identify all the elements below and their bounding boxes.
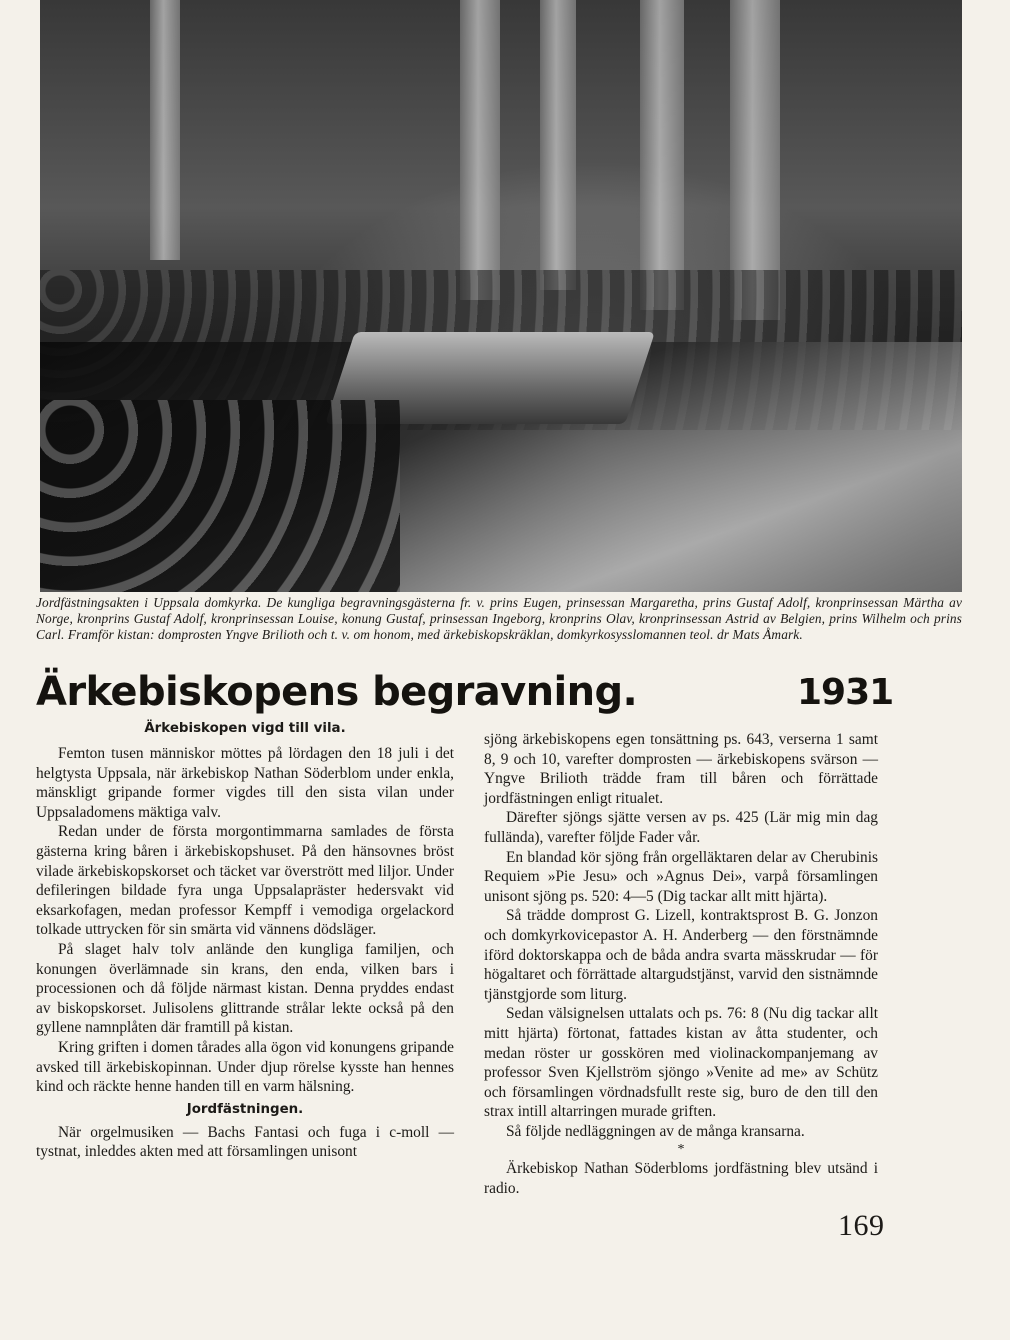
- asterisk-separator: *: [677, 1142, 685, 1158]
- right-column: [484, 730, 878, 1199]
- cathedral-pillar: [150, 0, 180, 260]
- paragraph: Så följde nedläggningen av de många kransarna.: [506, 1122, 805, 1140]
- paragraph: Sedan välsignelsen uttalats och ps. 76: 8 (Nu dig tackar allt mitt hjärta) förtonat, fattades kistan av åtta studenter, och medan röster ur gosskören med violinackompanjemang av professor Sven Kjellström sjöngo »Venite ad me» av Schütz och församlingen vördnadsfullt reste sig, buro de den till den strax intill altarringen murade griften.: [484, 1005, 878, 1121]
- funeral-photo: [40, 0, 962, 592]
- article-year: 1931: [797, 672, 894, 713]
- photo-caption: Jordfästningsakten i Uppsala domkyrka. De kungliga begravningsgästerna fr. v. prins Eugen, prinsessan Margaretha, prins Gustaf Adolf, kronprinsessan Märtha av Norge, kronprins Gustaf Adolf, kronprinsessan Louise, konung Gustaf, prinsessan Ingeborg, kronprins Olav, kronprinsessan Astrid av Belgien, prins Wilhelm och prins Carl. Framför kistan: domprosten Yngve Brilioth och t. v. om honom, med ärkebiskopskräklan, domkyrkosysslomannen teol. dr Mats Åmark.: [36, 595, 962, 643]
- cathedral-pillar: [540, 0, 576, 290]
- paragraph: På slaget halv tolv anlände den kungliga familjen, och konungen överlämnade sin krans, den enda, vilken bars i processionen och då följde närmast kistan. Denna pryddes endast av biskopskorset. Julisolens glittrande strålar lekte också på den gyllene namnplåten där framtill på kistan.: [36, 940, 454, 1037]
- subhead-jordfastningen: Jordfästningen.: [186, 1101, 304, 1117]
- page-number: 169: [838, 1209, 885, 1242]
- paragraph: När orgelmusiken — Bachs Fantasi och fuga i c-moll — tystnat, inleddes akten med att församlingen unisont: [36, 1123, 454, 1161]
- paragraph: Redan under de första morgontimmarna samlades de första gästerna kring båren i ärkebiskopshuset. På den hänsovnes bröst vilade ärkebiskopskorset och täcket var överstrött med liljor. Under defileringen bildade fyra unga Uppsalapräster hedersvakt vid eksarkofagen, medan professor Kempff i vemodiga orgelackord tolkade uttrycken för sin smärta vid vännens dödsläger.: [36, 823, 454, 939]
- paragraph: En blandad kör sjöng från orgelläktaren delar av Cherubinis Requiem »Pie Jesu» och »Agnus Dei», varpå församlingen unisont sjöng ps. 520: 4—5 (Dig tackar allt mitt hjärta).: [484, 848, 878, 905]
- left-column: [36, 720, 454, 1162]
- paragraph: Därefter sjöngs sjätte versen av ps. 425 (Lär mig min dag fullända), varefter följde Fader vår.: [484, 809, 878, 846]
- paragraph: Så trädde domprost G. Lizell, kontraktsprost B. G. Jonzon och domkyrkovicepastor A. H. Anderberg — den förstnämnde iförd doktorskappa och de båda andra svarta mässkrudar — för högaltaret och förrättade altargudstjänst, varvid den sistnämnde tjänstgjorde som liturg.: [484, 907, 878, 1003]
- paragraph: Kring griften i domen tårades alla ögon vid konungens gripande avsked till ärkebiskopinnan. Under djup rörelse kysste han hennes kind och räckte henne handen till en varm hälsning.: [36, 1038, 454, 1096]
- foreground-guests: [40, 400, 400, 592]
- paragraph-continuation: sjöng ärkebiskopens egen tonsättning ps. 643, verserna 1 samt 8, 9 och 10, varefter domprosten — ärkebiskopens svärson — Yngve Brilioth trädde fram till båren och förrättade jordfästningen enligt ritualet.: [484, 731, 878, 807]
- subhead-vigd-till-vila: Ärkebiskopen vigd till vila.: [144, 721, 346, 736]
- paragraph: Femton tusen människor möttes på lördagen den 18 juli i det helgtysta Uppsala, när ärkebiskop Nathan Söderblom under enkla, mänskligt gripande former vigdes till den sista vilan under Uppsaladomens mäktiga valv.: [36, 745, 454, 821]
- article-headline: Ärkebiskopens begravning.: [36, 669, 638, 715]
- cathedral-pillar: [640, 0, 684, 310]
- paragraph-closing: Ärkebiskop Nathan Söderbloms jordfästning blev utsänd i radio.: [484, 1160, 878, 1198]
- cathedral-pillar: [460, 0, 500, 300]
